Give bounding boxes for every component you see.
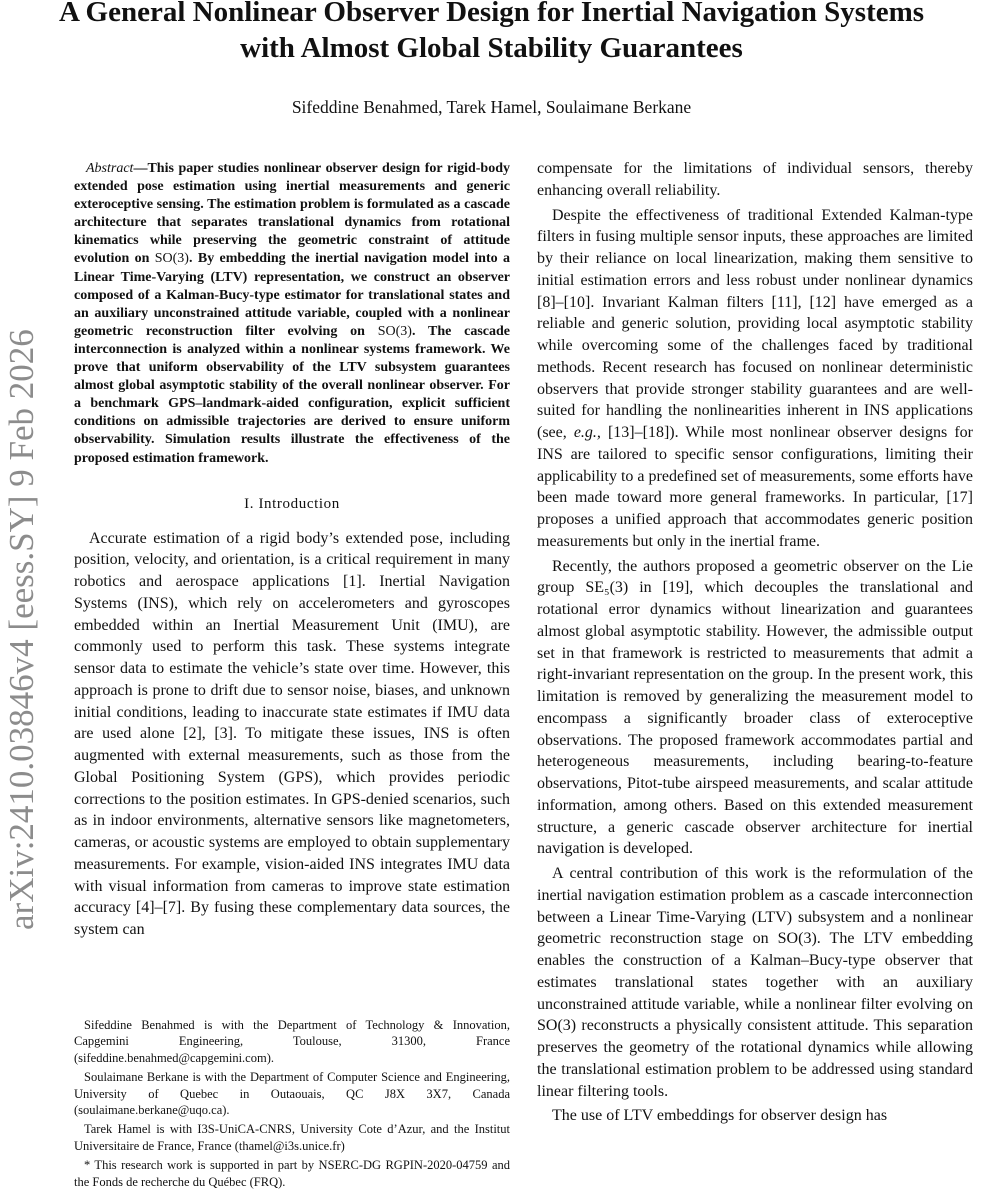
- intro-paragraph-5: The use of LTV embeddings for observer design has: [552, 1107, 888, 1125]
- para3-text-a: Recently, the authors proposed a geometric observer on the Lie group: [537, 557, 973, 597]
- abstract-dash: —: [133, 161, 148, 176]
- abstract-so3-b: SO(3): [377, 323, 412, 339]
- abstract: [74, 160, 510, 468]
- para4-text-c: reconstructs a physically consistent attitude. This separation preserves the geometry of the rotational dynamics while allowing the translational estimation problem to be addressed using standard linear filtering tools.: [537, 1017, 973, 1100]
- left-column: [74, 160, 510, 941]
- footnote-hamel: Tarek Hamel is with I3S-UniCA-CNRS, University Cote d’Azur, and the Institut Universitaire de France, France (thamel@i3s.unice.fr): [74, 1122, 510, 1153]
- footnote-benahmed: Sifeddine Benahmed is with the Department of Technology & Innovation, Capgemini Engineering, Toulouse, 31300, France (sifeddine.benahmed@capgemini.com).: [74, 1018, 510, 1065]
- para3-se53: SE₅(3): [585, 579, 629, 597]
- intro-paragraph-2: [537, 205, 973, 553]
- intro-paragraph-4: [537, 863, 973, 1102]
- abstract-text-2: . By embedding the inertial navigation model into a Linear Time-Varying (LTV) representation, we construct an observer composed of a Kalman-Bucy-type estimator for translational states and an auxiliary unconstrained attitude variable, coupled with a nonlinear geometric reconstruction filter evolving on: [74, 251, 510, 339]
- author-list: Sifeddine Benahmed, Tarek Hamel, Soulaimane Berkane: [291, 97, 692, 117]
- footnote-funding: * This research work is supported in part by NSERC-DG RGPIN-2020-04759 and the Fonds de recherche du Québec (FRQ).: [74, 1158, 510, 1189]
- arxiv-stamp: arXiv:2410.03846v4 [eess.SY] 9 Feb 2026: [2, 329, 41, 930]
- para4-so3-d: SO(3): [537, 1017, 577, 1035]
- abstract-so3-a: SO(3): [154, 251, 189, 267]
- para4-text-b: . The LTV embedding enables the construction of a Kalman–Bucy-type observer that estimates translational states together with an auxiliary unconstrained attitude variable, while a nonlinear filter evolving on: [537, 930, 973, 1013]
- intro-paragraph-1: Accurate estimation of a rigid body’s extended pose, including position, velocity, and orientation, is a critical requirement in many robotics and aerospace applications [1]. Inertial Navigation Systems (INS), which rely on accelerometers and gyroscopes embedded within an Inertial Measurement Unit (IMU), are commonly used to perform this task. These systems integrate sensor data to estimate the vehicle’s state over time. However, this approach is prone to drift due to sensor noise, biases, and unknown initial conditions, leading to inaccurate state estimates if IMU data are used alone [2], [3]. To mitigate these issues, INS is often augmented with external measurements, such as those from the Global Positioning System (GPS), which provides periodic corrections to the position estimates. In GPS-denied scenarios, such as in indoor environments, alternative sensors like magnetometers, cameras, or acoustic systems are employed to obtain supplementary measurements. For example, vision-aided INS integrates IMU data with visual information from cameras to improve state estimation accuracy [4]–[7]. By fusing these complementary data sources, the system can: [74, 529, 510, 939]
- para2-text-a: Despite the effectiveness of traditional Extended Kalman-type filters in fusing multiple sensor inputs, these approaches are limited by their reliance on local linearization, making them sensitive to initial estimation errors and less robust under nonlinear dynamics [8]–[10]. Invariant Kalman filters [11], [12] have emerged as a reliable and generic solution, providing local asymptotic stability while overcoming some of the challenges faced by traditional methods. Recent research has focused on nonlinear deterministic observers that provide stronger stability guarantees and are well-suited for handling the nonlinearities inherent in INS applications (see,: [537, 206, 973, 441]
- title-line-2: with Almost Global Stability Guarantees: [240, 32, 743, 64]
- footnote-berkane: Soulaimane Berkane is with the Department of Computer Science and Engineering, University of Quebec in Outaouais, QC J8X 3X7, Canada (soulaimane.berkane@uqo.ca).: [74, 1070, 510, 1118]
- intro-paragraph-3: [537, 556, 973, 861]
- para4-so3-c: SO(3): [777, 930, 817, 948]
- para2-eg: e.g.,: [573, 424, 601, 441]
- title-line-1: A General Nonlinear Observer Design for Inertial Navigation Systems: [58, 0, 925, 28]
- right-column: [537, 158, 973, 1127]
- para4-text-a: A central contribution of this work is the reformulation of the inertial navigation estimation problem as a cascade interconnection between a Linear Time-Varying (LTV) subsystem and a nonlinear geometric reconstruction stage on: [537, 865, 973, 948]
- para2-text-b: [13]–[18]). While most nonlinear observer designs for INS are tailored to specific sensor configurations, limiting their applicability to a predefined set of measurements, some efforts have been made toward more general frameworks. In particular, [17] proposes a unified approach that accommodates generic position measurements but only in the inertial frame.: [537, 424, 973, 550]
- section-heading-introduction: I. Introduction: [244, 495, 340, 512]
- intro-paragraph-1-continued: compensate for the limitations of individual sensors, thereby enhancing overall reliability.: [537, 160, 973, 199]
- abstract-text-3: . The cascade interconnection is analyzed within a nonlinear systems framework. We prove that uniform observability of the LTV subsystem guarantees almost global asymptotic stability of the overall nonlinear observer. For a benchmark GPS–landmark-aided configuration, explicit sufficient conditions on admissible trajectories are derived to ensure uniform observability. Simulation results illustrate the effectiveness of the proposed estimation framework.: [74, 323, 510, 466]
- para3-text-b: in [19], which decouples the translational and rotational error dynamics without linearization and guarantees almost global asymptotic stability. However, the admissible output set in that framework is restricted to measurements that admit a right-invariant representation on the group. In the present work, this limitation is removed by generalizing the measurement model to encompass a significantly broader class of exteroceptive observations. The proposed framework accommodates partial and heterogeneous measurements, including bearing-to-feature observations, Pitot-tube airspeed measurements, and scalar attitude information, among others. Based on this extended measurement structure, a generic cascade observer architecture for inertial navigation is developed.: [537, 579, 973, 858]
- paper-title: [40, 0, 943, 66]
- abstract-label: Abstract: [86, 161, 134, 176]
- abstract-text-1: This paper studies nonlinear observer design for rigid-body extended pose estimation using inertial measurements and generic exteroceptive sensing. The estimation problem is formulated as a cascade architecture that separates translational dynamics from rotational kinematics while preserving the geometric constraint of attitude evolution on: [74, 161, 510, 267]
- footnotes: [74, 1017, 510, 1190]
